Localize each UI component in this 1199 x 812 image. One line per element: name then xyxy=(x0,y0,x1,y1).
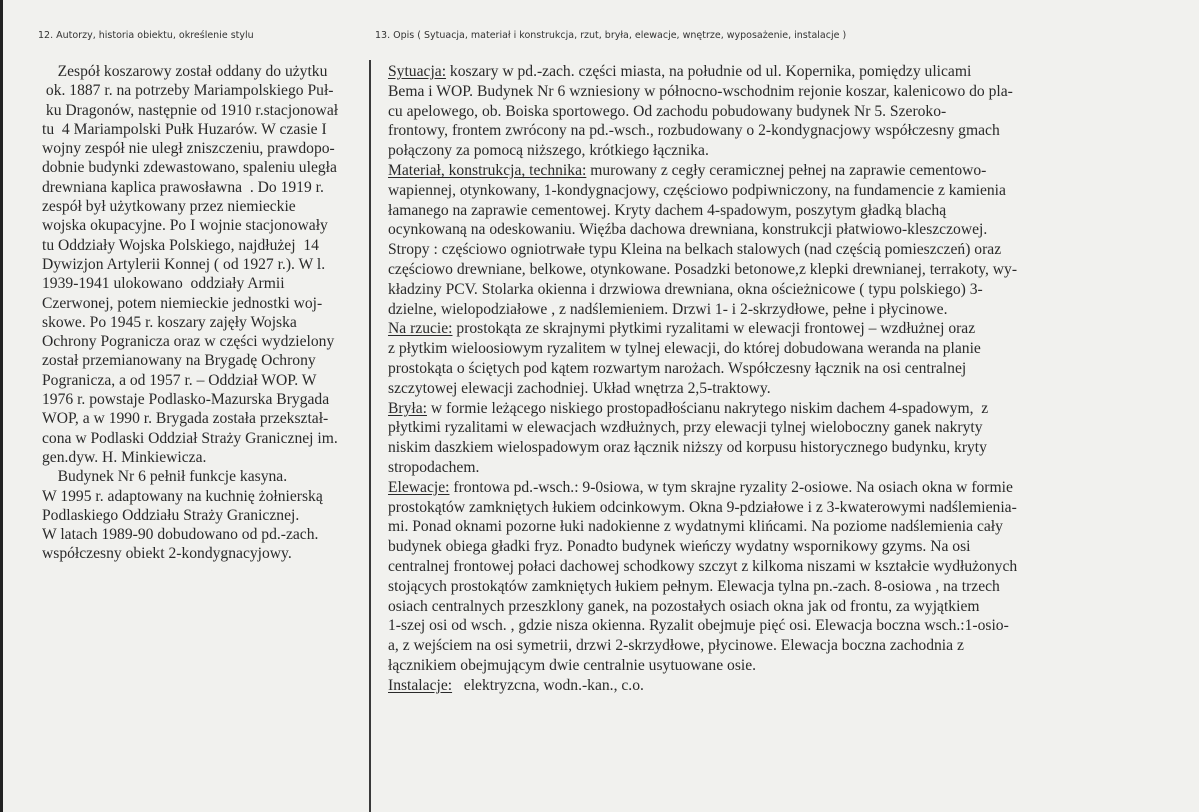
section-label: Instalacje: xyxy=(388,676,453,694)
history-line: Dywizjon Artylerii Konnej ( od 1927 r.). W l. xyxy=(42,255,326,273)
section-12-header: 12. Autorzy, historia obiektu, określenie stylu xyxy=(38,30,254,41)
line-text: frontowy, frontem zwrócony na pd.-wsch., rozbudowany o 2-kondygnacjowy współczesny gmach xyxy=(388,122,1000,140)
line-text: a, z wejściem na osi symetrii, drzwi 2-skrzydłowe, płycinowe. Elewacja boczna zachodnia z xyxy=(388,637,964,655)
history-line: zespół był użytkowany przez niemieckie xyxy=(42,198,296,216)
history-line: WOP, a w 1990 r. Brygada została przekształ- xyxy=(42,410,329,428)
history-line: Ochrony Pogranicza oraz w części wydzielony xyxy=(42,333,335,351)
history-line: 1976 r. powstaje Podlasko-Mazurska Brygada xyxy=(42,391,330,409)
section-label: Bryła: xyxy=(388,399,427,417)
description-line xyxy=(388,102,1017,122)
line-text: mi. Ponad oknami pozorne łuki nadokienne z wydatnymi klińcami. Na poziome nadślemienia cały xyxy=(388,518,1003,536)
description-line xyxy=(388,181,1017,201)
line-text: 1-szej osi od wsch. , gdzie nisza okienna. Ryzalit obejmuje pięć osi. Elewacja boczna wsch.:1-osio- xyxy=(388,617,1009,635)
history-line: ok. 1887 r. na potrzeby Mariampolskiego Puł- xyxy=(42,82,334,100)
line-text: częściowo drewniane, belkowe, otynkowane. Posadzki betonowe,z klepki drewnianej, terrakoty, wy- xyxy=(388,260,1018,278)
line-text: kładziny PCV. Stolarka okienna i drzwiowa drewniana, okna ościeżnicowe ( typu polskiego) 3- xyxy=(388,280,983,298)
line-text: w formie leżącego niskiego prostopadłościanu nakrytego niskim dachem 4-spadowym, z xyxy=(426,399,989,417)
description-line xyxy=(388,220,1017,240)
description-line xyxy=(388,161,1017,181)
description-line xyxy=(388,557,1017,577)
line-text: łącznikiem obejmującym dwie centralnie usytuowane osie. xyxy=(388,656,757,674)
description-line xyxy=(388,438,1017,458)
history-text xyxy=(42,62,338,564)
line-text: prostokąta o ściętych pod kątem rozwartym narożach. Współczesny łącznik na osi centralnej xyxy=(388,359,967,377)
description-line xyxy=(388,418,1017,438)
description-line xyxy=(388,300,1017,320)
description-line xyxy=(388,201,1017,221)
history-line: gen.dyw. H. Minkiewicza. xyxy=(42,448,207,466)
description-line xyxy=(388,62,1017,82)
description-line xyxy=(388,517,1017,537)
description-line xyxy=(388,399,1017,419)
history-line: skowe. Po 1945 r. koszary zajęły Wojska xyxy=(42,313,297,331)
history-line: W 1995 r. adaptowany na kuchnię żołnierską xyxy=(42,487,323,505)
history-line: wojny zespół nie uległ zniszczeniu, prawdopo- xyxy=(42,140,335,158)
description-line xyxy=(388,656,1017,676)
history-line: Pogranicza, a od 1957 r. – Oddział WOP. W xyxy=(42,371,317,389)
history-line: Zespół koszarowy został oddany do użytku xyxy=(42,63,328,80)
description-line xyxy=(388,121,1017,141)
description-line xyxy=(388,319,1017,339)
history-line: dobnie budynki zdewastowano, spaleniu uległa xyxy=(42,159,337,177)
line-text: osiach centralnych przeszklony ganek, na pozostałych osiach okna jak od frontu, za wyjątkiem xyxy=(388,597,980,615)
line-text: prostokątów zamkniętych łukiem odcinkowym. Okna 9-pdziałowe i z 3-kwaterowymi nadślemienia- xyxy=(388,498,1017,516)
line-text: dzielne, wielopodziałowe , z nadślemieniem. Drzwi 1- i 2-skrzydłowe, pełne i płycinowe. xyxy=(388,300,948,318)
line-text: połączony za pomocą niższego, krótkiego łącznika. xyxy=(388,142,709,160)
history-line: drewniana kaplica prawosławna . Do 1919 r. xyxy=(42,178,324,196)
history-line: Podlaskiego Oddziału Straży Granicznej. xyxy=(42,506,300,524)
section-label: Na rzucie: xyxy=(388,320,453,338)
description-line xyxy=(388,458,1017,478)
line-text: wapiennej, otynkowany, 1-kondygnacjowy, częściowo podpiwniczony, na fundamencie z kamienia xyxy=(388,181,1006,199)
description-line xyxy=(388,280,1017,300)
description-line xyxy=(388,597,1017,617)
history-line: ku Dragonów, następnie od 1910 r.stacjonował xyxy=(42,101,339,119)
history-line: wojska okupacyjne. Po I wojnie stacjonowały xyxy=(42,217,328,235)
line-text: niskim daszkiem wielospadowym oraz łącznik niższy od korpusu historycznego budynku, kryty xyxy=(388,439,987,457)
section-label: Elewacje: xyxy=(388,478,450,496)
line-text: stojących prostokątów zamkniętych łukiem pełnym. Elewacja tylna pn.-zach. 8-osiowa , na trzech xyxy=(388,577,1000,595)
history-line: W latach 1989-90 dobudowano od pd.-zach. xyxy=(42,526,319,544)
description-line xyxy=(388,676,1017,696)
section-label: Materiał, konstrukcja, technika: xyxy=(388,161,587,179)
description-line xyxy=(388,240,1017,260)
history-line: został przemianowany na Brygadę Ochrony xyxy=(42,352,316,370)
scan-edge xyxy=(0,0,3,812)
line-text: koszary w pd.-zach. części miasta, na południe od ul. Kopernika, pomiędzy ulicami xyxy=(446,63,972,80)
section-label: Sytuacja: xyxy=(388,63,447,80)
line-text: prostokąta ze skrajnymi płytkimi ryzalitami w elewacji frontowej – wzdłużnej oraz xyxy=(452,320,976,338)
description-line xyxy=(388,537,1017,557)
line-text: stropodachem. xyxy=(388,458,480,476)
history-line: tu 4 Mariampolski Pułk Huzarów. W czasie I xyxy=(42,120,327,138)
description-line xyxy=(388,636,1017,656)
description-line xyxy=(388,616,1017,636)
section-13-header: 13. Opis ( Sytuacja, materiał i konstrukcja, rzut, bryła, elewacje, wnętrze, wyposażenie, instalacje ) xyxy=(375,30,847,41)
history-line: Budynek Nr 6 pełnił funkcje kasyna. xyxy=(42,468,288,486)
description-line xyxy=(388,260,1017,280)
description-line xyxy=(388,577,1017,597)
description-line xyxy=(388,498,1017,518)
column-divider xyxy=(369,60,371,812)
history-line: tu Oddziały Wojska Polskiego, najdłużej 14 xyxy=(42,236,319,254)
line-text: łamanego na zaprawie cementowej. Kryty dachem 4-spadowym, poszytym gładką blachą xyxy=(388,201,947,219)
description-line xyxy=(388,379,1017,399)
description-line xyxy=(388,478,1017,498)
line-text: centralnej frontowej połaci dachowej schodkowy szczyt z kilkoma niszami w kształcie wydłużonych xyxy=(388,557,1018,575)
line-text: cu apelowego, ob. Boiska sportowego. Od zachodu pobudowany budynek Nr 5. Szeroko- xyxy=(388,102,947,120)
line-text: ocynkowaną na odeskowaniu. Więźba dachowa drewniana, konstrukcji płatwiowo-kleszczowej. xyxy=(388,221,988,239)
description-text xyxy=(388,62,1017,696)
line-text: elektryzcna, wodn.-kan., c.o. xyxy=(452,676,644,694)
description-line xyxy=(388,339,1017,359)
history-line: Czerwonej, potem niemieckie jednostki woj- xyxy=(42,294,323,312)
description-line xyxy=(388,359,1017,379)
line-text: Stropy : częściowo ogniotrwałe typu Kleina na belkach stalowych (nad częścią pomieszczeń) oraz xyxy=(388,241,1002,259)
line-text: z płytkim wieloosiowym ryzalitem w tylnej elewacji, do której dobudowana weranda na planie xyxy=(388,340,981,358)
line-text: Bema i WOP. Budynek Nr 6 wzniesiony w północno-wschodnim rejonie koszar, kalenicowo do pla- xyxy=(388,82,1013,100)
history-line: współczesny obiekt 2-kondygnacyjowy. xyxy=(42,545,292,563)
line-text: płytkimi ryzalitami w elewacjach wzdłużnych, przy elewacji tylnej wieloboczny ganek nakryty xyxy=(388,419,983,437)
line-text: murowany z cegły ceramicznej pełnej na zaprawie cementowo- xyxy=(586,161,987,179)
history-line: cona w Podlaski Oddział Straży Granicznej im. xyxy=(42,429,338,447)
line-text: budynek obiega gładki fryz. Ponadto budynek wieńczy wydatny wspornikowy gzyms. Na osi xyxy=(388,538,971,556)
description-line xyxy=(388,141,1017,161)
line-text: frontowa pd.-wsch.: 9-0siowa, w tym skrajne ryzality 2-osiowe. Na osiach okna w formie xyxy=(449,478,1013,496)
history-line: 1939-1941 ulokowano oddziały Armii xyxy=(42,275,285,293)
line-text: szczytowej elewacji zachodniej. Układ wnętrza 2,5-traktowy. xyxy=(388,379,771,397)
description-line xyxy=(388,82,1017,102)
